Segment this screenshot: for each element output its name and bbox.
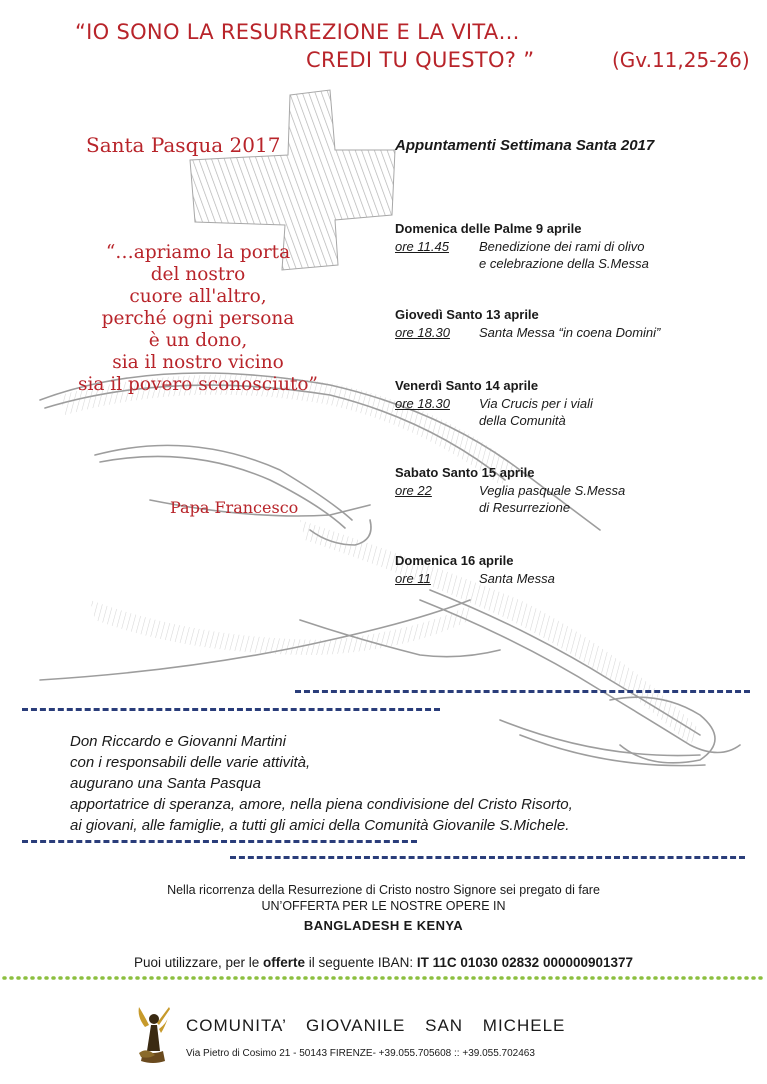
schedule-event-domenica	[395, 552, 755, 587]
event-day: Venerdì Santo 14 aprile	[395, 378, 539, 393]
greeting-line: apportatrice di speranza, amore, nella piena condivisione del Cristo Risorto,	[70, 796, 573, 813]
organization-name: COMUNITA’ GIOVANILE SAN MICHELE	[186, 1016, 566, 1035]
iban-prefix: Puoi utilizzare, per le	[133, 955, 264, 970]
greeting-line: Don Riccardo e Giovanni Martini	[70, 733, 286, 750]
event-description: Veglia pasquale S.Messa di Resurrezione	[479, 483, 626, 515]
pope-quote	[68, 242, 328, 396]
event-description: Santa Messa	[479, 571, 555, 586]
divider-dashed	[230, 856, 745, 859]
event-time: ore 18.30	[395, 396, 450, 411]
pope-quote-line: perché ogni persona	[101, 308, 295, 329]
pope-quote-line: sia il nostro vicino	[112, 352, 284, 373]
divider-dashed	[22, 840, 417, 843]
greeting-line: ai giovani, alle famiglie, a tutti gli amici della Comunità Giovanile S.Michele.	[70, 817, 570, 834]
divider-dashed	[22, 708, 440, 711]
event-description: Santa Messa “in coena Domini”	[479, 325, 661, 340]
schedule-event-palme	[395, 220, 755, 272]
pope-quote-line: sia il povero sconosciuto”	[77, 374, 319, 395]
divider-dashed	[295, 690, 750, 693]
divider-dotted-green	[0, 973, 767, 983]
offer-request-line-1: Nella ricorrenza della Resurrezione di Cristo nostro Signore sei pregato di fare	[167, 883, 600, 897]
pope-quote-line: è un dono,	[148, 330, 248, 351]
organization-address: Via Pietro di Cosimo 21 - 50143 FIRENZE- +39.055.705608 :: +39.055.702463	[186, 1048, 535, 1059]
pope-quote-line: “…apriamo la porta	[105, 242, 291, 263]
bible-quote-line-2: CREDI TU QUESTO? ”	[306, 48, 535, 72]
pope-quote-line: del nostro	[150, 264, 246, 285]
bible-quote-line-1: “IO SONO LA RESURREZIONE E LA VITA…	[75, 20, 520, 44]
iban-line	[0, 955, 767, 970]
event-day: Domenica delle Palme 9 aprile	[395, 221, 582, 236]
event-description: Benedizione dei rami di olivo e celebrazione della S.Messa	[479, 239, 649, 271]
event-time: ore 18.30	[395, 325, 450, 340]
schedule-event-venerdi	[395, 377, 755, 429]
pope-quote-line: cuore all'altro,	[129, 286, 267, 307]
iban-mid: il seguente IBAN:	[305, 955, 417, 970]
event-time: ore 22	[395, 483, 432, 498]
bible-reference: (Gv.11,25-26)	[612, 48, 750, 72]
event-time: ore 11	[395, 571, 431, 586]
offer-request-line-2: UN’OFFERTA PER LE NOSTRE OPERE IN	[261, 899, 506, 913]
event-day: Sabato Santo 15 aprile	[395, 465, 535, 480]
offer-destination: BANGLADESH E KENYA	[303, 918, 464, 933]
greeting-line: augurano una Santa Pasqua	[70, 775, 261, 792]
event-day: Giovedì Santo 13 aprile	[395, 307, 539, 322]
event-time: ore 11.45	[395, 239, 449, 254]
greeting-text	[70, 731, 573, 836]
saint-michael-logo-icon	[133, 1003, 173, 1065]
pope-quote-author: Papa Francesco	[170, 498, 299, 517]
greeting-line: con i responsabili delle varie attività,	[70, 754, 311, 771]
event-description: Via Crucis per i viali della Comunità	[479, 396, 593, 428]
schedule-event-giovedi	[395, 306, 755, 341]
schedule-title: Appuntamenti Settimana Santa 2017	[395, 137, 655, 154]
event-day: Domenica 16 aprile	[395, 553, 514, 568]
santa-pasqua-title: Santa Pasqua 2017	[86, 133, 281, 157]
iban-code: IT 11C 01030 02832 000000901377	[416, 955, 634, 970]
iban-offerte: offerte	[263, 955, 306, 970]
schedule-event-sabato	[395, 464, 755, 516]
